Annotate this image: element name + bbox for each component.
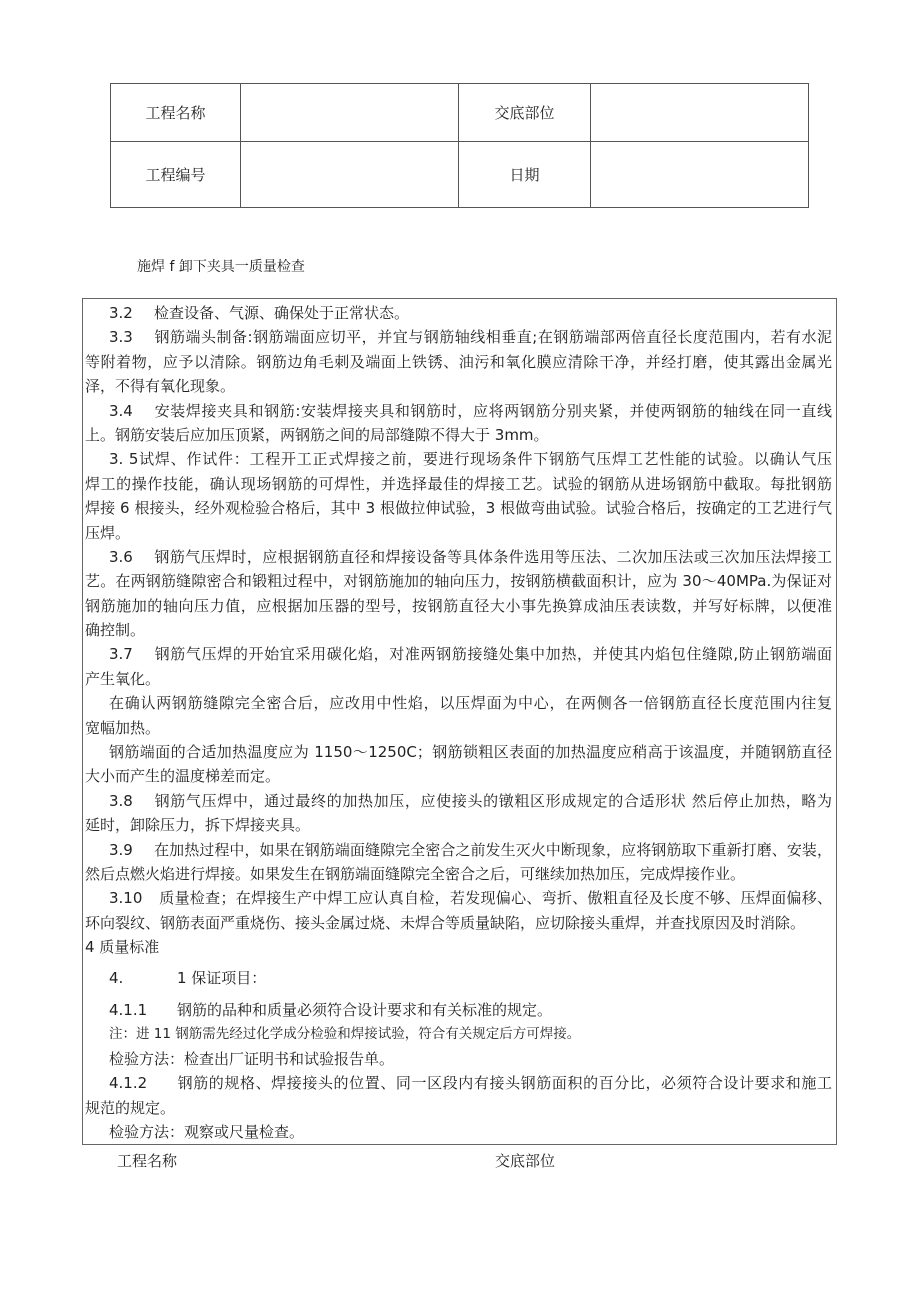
paragraph-line <box>83 764 834 788</box>
handover-part-value <box>591 84 809 142</box>
paragraph-text: 压焊。 <box>85 523 131 542</box>
paragraph-line <box>83 642 834 666</box>
paragraph-text: 在加热过程中，如果在钢筋端面缝隙完全密合之前发生灭火中断现象，应将钢筋取下重新打磨、安装， <box>154 840 832 859</box>
paragraph-line <box>83 813 834 837</box>
process-caption: 施焊 f 卸下夹具一质量检查 <box>137 259 305 275</box>
paragraph-line <box>83 545 834 569</box>
paragraph-line <box>83 301 834 325</box>
paragraph-line <box>83 325 834 349</box>
section-number: 3.10 <box>109 889 143 908</box>
section-number: 4.1.1 <box>109 1000 148 1019</box>
inspection-method-1: 检验方法：检查出厂证明书和试验报告单。 <box>109 1049 395 1068</box>
section-4-1 <box>83 966 834 990</box>
paragraph-text: 然后点燃火焰进行焊接。如果发生在钢筋端面缝隙完全密合之后，可继续加热加压，完成焊接作业。 <box>85 864 746 883</box>
content-box <box>82 298 837 1145</box>
paragraph-text: 钢筋气压焊时，应根据钢筋直径和焊接设备等具体条件选用等压法、二次加压法或三次加压法焊接工 <box>154 547 832 566</box>
section-number: 3.4 <box>109 401 133 420</box>
section-text: 钢筋的品种和质量必须符合设计要求和有关标准的规定。 <box>177 1000 553 1019</box>
paragraph-text: 确控制。 <box>85 621 146 640</box>
paragraph-line <box>83 667 834 691</box>
paragraph-text: 艺。在两钢筋缝隙密合和锻粗过程中，对钢筋施加的轴向压力，按钢筋横截面积计，应为 30～40MPa.为保证对 <box>85 572 832 591</box>
footer-handover-part-label: 交底部位 <box>495 1152 556 1170</box>
section-number: 3.2 <box>109 304 133 322</box>
section-4-1-2-cont: 规范的规定。 <box>85 1098 176 1117</box>
paragraph-text: 环向裂纹、钢筋表面严重烧伤、接头金属过烧、未焊合等质量缺陷，应切除接头重焊，并查找原因及时消除。 <box>85 913 806 932</box>
paragraph-line <box>83 886 834 910</box>
paragraph-line <box>83 838 834 862</box>
project-number-label: 工程编号 <box>111 142 241 208</box>
paragraph-text: 检查设备、气源、确保处于正常状态。 <box>154 304 410 322</box>
paragraph-text: 质量检查；在焊接生产中焊工应认真自检，若发现偏心、弯折、傲粗直径及长度不够、压焊面偏移、 <box>159 889 832 908</box>
paragraph-text: 宽幅加热。 <box>85 718 161 737</box>
paragraph-line <box>83 350 834 374</box>
paragraph-line <box>83 740 834 764</box>
paragraph-line <box>83 423 834 447</box>
paragraph-text: 等附着物，应予以清除。钢筋边角毛刺及端面上铁锈、油污和氧化膜应清除干净，并经打磨，使其露出金属光 <box>85 352 832 371</box>
paragraph-text: 钢筋气压焊中，通过最终的加热加压，应使接头的镦粗区形成规定的合适形状 然后停止加热，略为 <box>154 791 832 810</box>
project-name-value <box>241 84 459 142</box>
section-number: 3.3 <box>109 328 133 347</box>
paragraph-text: 上。钢筋安装后应加压顶紧，两钢筋之间的局部缝隙不得大于 3mm。 <box>85 425 549 444</box>
paragraph-text: 钢筋施加的轴向压力值，应根据加压器的型号，按钢筋直径大小事先换算成油压表读数，并写好标牌，以便准 <box>85 596 832 615</box>
project-number-value <box>241 142 459 208</box>
section-number: 3.9 <box>109 840 133 859</box>
paragraph-line <box>83 911 834 935</box>
footer-project-name-label: 工程名称 <box>117 1152 178 1170</box>
header-table <box>110 83 809 208</box>
paragraph-line <box>83 691 834 715</box>
inspection-method-2: 检验方法：观察或尺量检查。 <box>109 1122 305 1141</box>
section-number: 4.1.2 <box>109 1074 148 1093</box>
section-4-1-2 <box>83 1071 834 1095</box>
paragraph-text: 钢筋气压焊的开始宜采用碳化焰，对准两钢筋接缝处集中加热，并使其内焰包住缝隙,防止钢筋端面 <box>154 645 832 664</box>
paragraph-line <box>83 472 834 496</box>
project-name-label: 工程名称 <box>111 84 241 142</box>
note: 注：进 11 钢筋需先经过化学成分检验和焊接试验，符合有关规定后方可焊接。 <box>109 1026 581 1043</box>
section-4-1-1 <box>83 998 834 1022</box>
paragraph-text: 钢筋端面的合适加热温度应为 1150～1250C；钢筋锁粗区表面的加热温度应稍高于该温度，并随钢筋直径 <box>109 743 832 762</box>
section-number: 3.7 <box>109 645 133 664</box>
section-number: 4. <box>109 968 124 987</box>
paragraph-line <box>83 789 834 813</box>
section-number: 3.6 <box>109 547 133 566</box>
paragraph-line <box>83 594 834 618</box>
paragraph-text: 3. 5试焊、作试件：工程开工正式焊接之前，要进行现场条件下钢筋气压焊工艺性能的试验。以确认气压 <box>109 450 832 469</box>
paragraph-line <box>83 862 834 886</box>
paragraph-text: 泽，不得有氧化现象。 <box>85 377 236 396</box>
paragraph-text: 产生氧化。 <box>85 669 161 688</box>
date-label: 日期 <box>459 142 591 208</box>
section-number: 3.8 <box>109 791 133 810</box>
section-text: 钢筋的规格、焊接接头的位置、同一区段内有接头钢筋面积的百分比，必须符合设计要求和施工 <box>177 1074 832 1093</box>
paragraph-line <box>83 447 834 471</box>
procedure-paragraphs <box>83 301 836 935</box>
paragraph-line <box>83 618 834 642</box>
handover-part-label: 交底部位 <box>459 84 591 142</box>
paragraph-line <box>83 569 834 593</box>
paragraph-line <box>83 399 834 423</box>
paragraph-text: 焊工的操作技能，确认现场钢筋的可焊性，并选择最佳的焊接工艺。试验的钢筋从进场钢筋中截取。每批钢筋 <box>85 474 832 493</box>
paragraph-line <box>83 521 834 545</box>
section-text: 1 保证项目： <box>177 968 267 987</box>
paragraph-text: 焊接 6 根接头，经外观检验合格后，其中 3 根做拉伸试验，3 根做弯曲试验。试验合格后，按确定的工艺进行气 <box>85 499 832 518</box>
paragraph-text: 安装焊接夹具和钢筋:安装焊接夹具和钢筋时，应将两钢筋分别夹紧，并使两钢筋的轴线在同一直线 <box>154 401 832 420</box>
paragraph-text: 大小而产生的温度梯差而定。 <box>85 767 281 786</box>
paragraph-line <box>83 374 834 398</box>
paragraph-line <box>83 496 834 520</box>
paragraph-text: 延时，卸除压力，拆下焊接夹具。 <box>85 816 311 835</box>
section-4-title: 4 质量标准 <box>85 938 160 957</box>
paragraph-text: 在确认两钢筋缝隙完全密合后，应改用中性焰，以压焊面为中心，在两侧各一倍钢筋直径长度范围内往复 <box>109 694 832 713</box>
paragraph-line <box>83 716 834 740</box>
date-value <box>591 142 809 208</box>
paragraph-text: 钢筋端头制备:钢筋端面应切平，并宜与钢筋轴线相垂直;在钢筋端部两倍直径长度范围内，若有水泥 <box>154 328 832 347</box>
